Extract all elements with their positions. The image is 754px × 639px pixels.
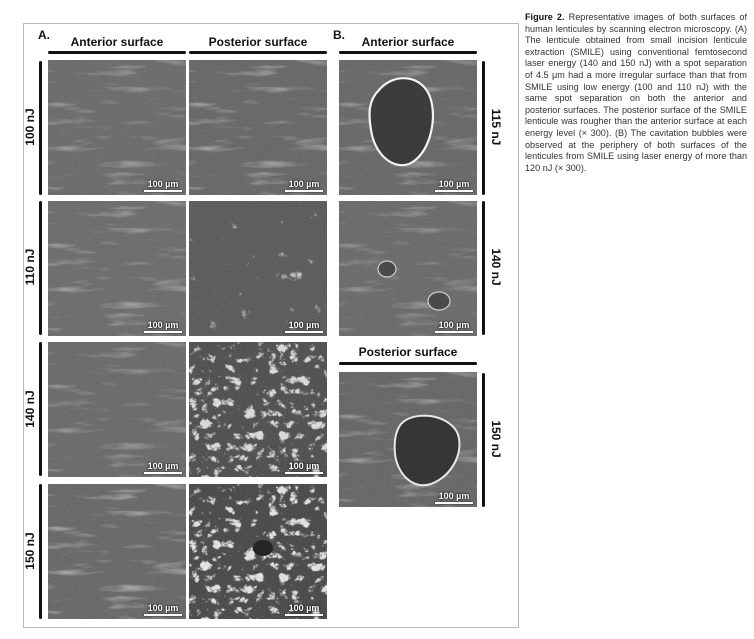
scale-bar: 100 µm (285, 320, 323, 333)
panel-b-posterior-title: Posterior surface (358, 345, 458, 359)
scale-bar: 100 µm (435, 320, 473, 333)
panel-b-row-bar-1 (482, 61, 485, 195)
scale-bar: 100 µm (144, 320, 182, 333)
panel-a-row-bar-2 (39, 201, 42, 335)
panel-a-row-bar-3 (39, 342, 42, 476)
scale-bar: 100 µm (285, 179, 323, 192)
sem-b-anterior-140 (339, 201, 477, 336)
panel-b-anterior-bar (339, 51, 477, 54)
caption-label: Figure 2. (525, 12, 565, 22)
panel-b-anterior-title: Anterior surface (361, 35, 455, 49)
sem-a-anterior-100 (48, 60, 186, 195)
sem-b-posterior-150 (339, 372, 477, 507)
scale-bar: 100 µm (285, 461, 323, 474)
scale-bar: 100 µm (435, 179, 473, 192)
sem-a-anterior-110 (48, 201, 186, 336)
scale-bar: 100 µm (144, 179, 182, 192)
sem-a-anterior-140 (48, 342, 186, 477)
panel-a-row-label-4: 150 nJ (23, 532, 37, 570)
sem-a-posterior-110 (189, 201, 327, 336)
scale-bar: 100 µm (144, 603, 182, 616)
sem-a-anterior-150 (48, 484, 186, 619)
panel-a-row-bar-1 (39, 61, 42, 195)
sem-a-posterior-150 (189, 484, 327, 619)
panel-a-anterior-bar (48, 51, 186, 54)
panel-b-row-bar-2 (482, 201, 485, 335)
panel-b-row-label-1: 115 nJ (489, 108, 503, 146)
panel-a-posterior-title: Posterior surface (208, 35, 308, 49)
caption-text: Representative images of both surfaces of human lenticules by scanning electron microscopy. (A) The lenticule obtained from small incision lenticule extraction (SMILE) using conventional femtosecond laser energy (140 and 150 nJ) with a spot separation of 4.5 μm had a more irregular surface than that from SMILE using low energy (100 and 110 nJ) with the same spot separation on both the anterior and posterior surfaces. The posterior surface of the SMILE lenticule was rougher than the anterior surface at each energy level (× 300). (B) The cavitation bubbles were observed at the periphery of both surfaces of the lenticules from SMILE using laser energy of more than 120 nJ (× 300). (525, 12, 747, 173)
panel-a-letter: A. (38, 28, 50, 42)
panel-b-row-bar-3 (482, 373, 485, 507)
panel-a-row-label-1: 100 nJ (23, 108, 37, 146)
sem-a-posterior-100 (189, 60, 327, 195)
panel-a-row-bar-4 (39, 484, 42, 619)
scale-bar: 100 µm (144, 461, 182, 474)
scale-bar: 100 µm (285, 603, 323, 616)
panel-a-posterior-bar (189, 51, 327, 54)
panel-a-anterior-title: Anterior surface (70, 35, 164, 49)
sem-b-anterior-115 (339, 60, 477, 195)
panel-a-row-label-2: 110 nJ (23, 248, 37, 286)
sem-a-posterior-140 (189, 342, 327, 477)
panel-b-row-label-3: 150 nJ (489, 420, 503, 458)
panel-b-letter: B. (333, 28, 345, 42)
figure-caption (525, 12, 747, 174)
scale-bar: 100 µm (435, 491, 473, 504)
panel-a-row-label-3: 140 nJ (23, 390, 37, 428)
panel-b-row-label-2: 140 nJ (489, 248, 503, 286)
panel-b-posterior-bar (339, 362, 477, 365)
